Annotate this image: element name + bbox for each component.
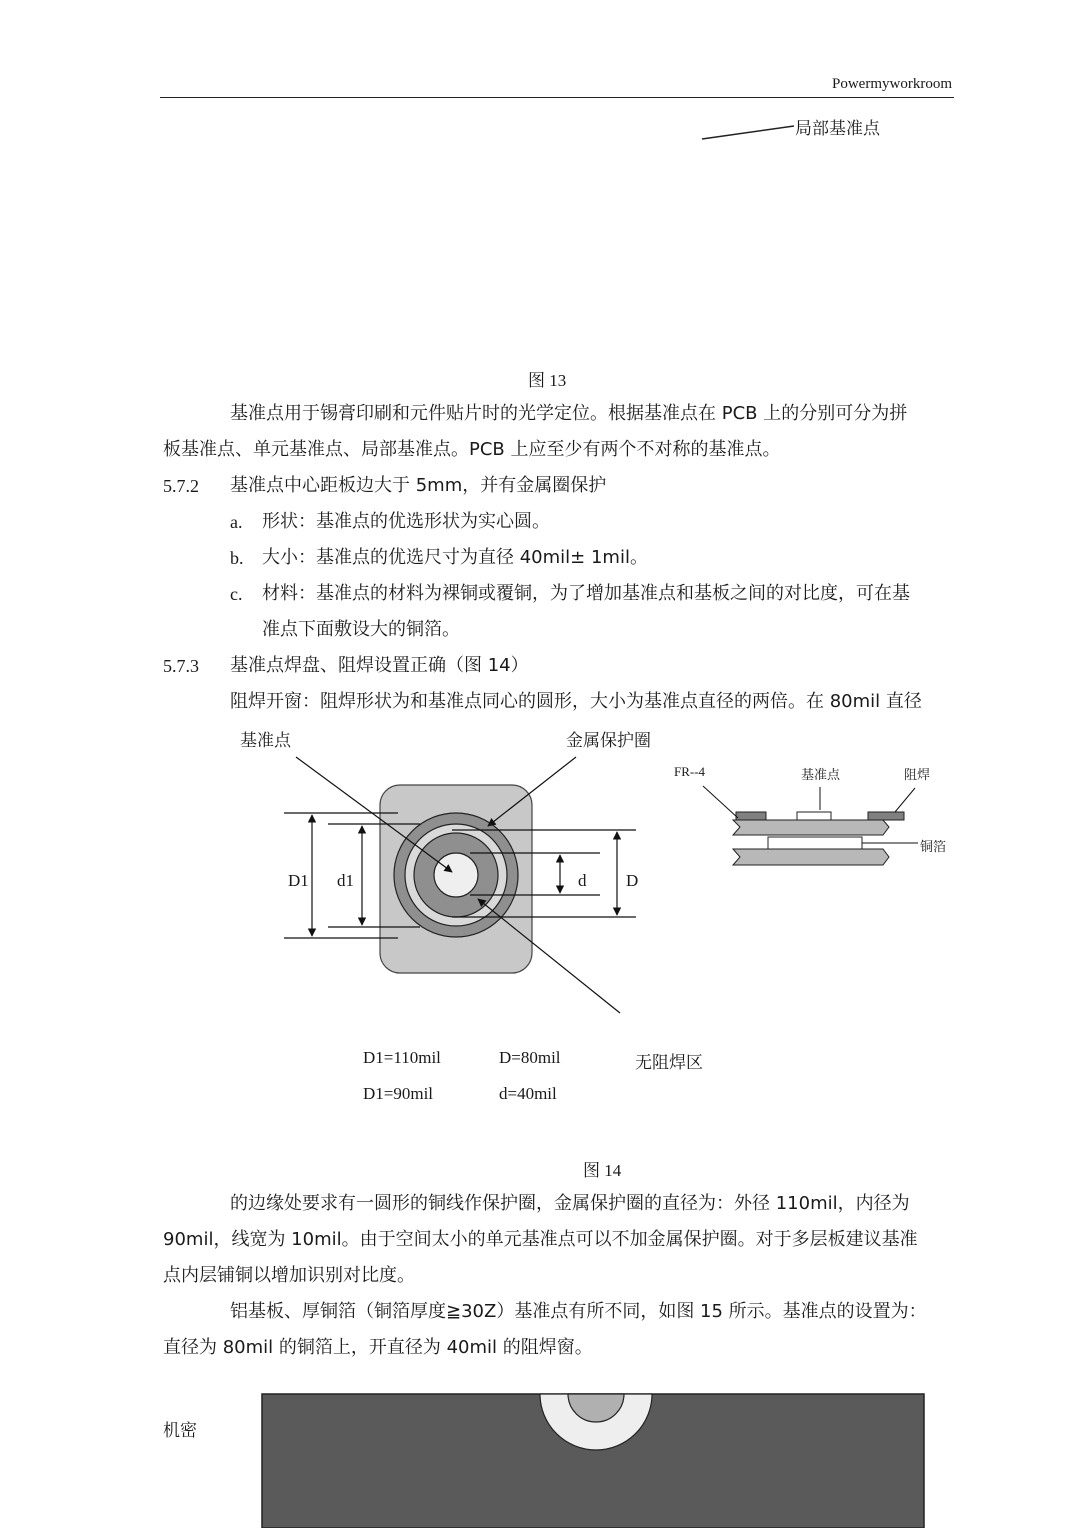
fiducial-point — [434, 853, 478, 897]
header-text: Powermyworkroom — [832, 76, 952, 92]
fig15-diagram — [260, 1390, 928, 1528]
list-marker: a. — [230, 512, 243, 532]
fig14-cross-section — [690, 780, 930, 875]
side-label-mask: 阻焊 — [904, 768, 931, 783]
section-body-line: 阻焊开窗：阻焊形状为和基准点同心的圆形，大小为基准点直径的两倍。在 80mil 直径 — [230, 691, 922, 712]
confidential-label: 机密 — [163, 1421, 197, 1441]
header-divider — [160, 97, 954, 98]
list-item-c-line1: 材料：基准点的材料为裸铜或覆铜，为了增加基准点和基板之间的对比度，可在基 — [262, 583, 910, 604]
list-item-a: 形状：基准点的优选形状为实心圆。 — [262, 511, 550, 532]
fig14-value-D1b: D1=90mil — [363, 1084, 434, 1103]
para2-line1: 的边缘处要求有一圆形的铜线作保护圈，金属保护圈的直径为：外径 110mil，内径为 — [230, 1193, 910, 1214]
section-title: 基准点中心距板边大于 5mm，并有金属圈保护 — [230, 475, 607, 496]
side-label-fiducial: 基准点 — [801, 768, 841, 783]
dim-label-d1: d1 — [337, 871, 354, 890]
list-marker: c. — [230, 584, 243, 604]
side-label-fr4: FR--4 — [674, 764, 706, 779]
fig14-value-D: D=80mil — [499, 1048, 561, 1067]
fig14-value-D1: D1=110mil — [363, 1048, 441, 1067]
para1-line1: 基准点用于锡膏印刷和元件贴片时的光学定位。根据基准点在 PCB 上的分别可分为拼 — [230, 403, 908, 424]
para3-line1: 铝基板、厚铜箔（铜箔厚度≧30Z）基准点有所不同，如图 15 所示。基准点的设置为： — [230, 1301, 927, 1322]
fig14-value-d: d=40mil — [499, 1084, 557, 1103]
section-number: 5.7.2 — [163, 476, 199, 496]
section-title: 基准点焊盘、阻焊设置正确（图 14） — [230, 655, 529, 676]
list-marker: b. — [230, 548, 244, 568]
fig13-caption: 图 13 — [528, 371, 567, 390]
fig13-leader-line — [698, 120, 798, 144]
dim-label-D: D — [626, 871, 639, 890]
fig14-value-nomask: 无阻焊区 — [635, 1053, 703, 1073]
para2-line3: 点内层铺铜以增加识别对比度。 — [163, 1265, 415, 1286]
fig14-fiducial-diagram — [270, 750, 650, 1020]
fig14-label-ring: 金属保护圈 — [566, 731, 651, 751]
dim-label-D1: D1 — [288, 871, 309, 890]
fig14-label-fiducial: 基准点 — [240, 731, 291, 751]
fig14-caption: 图 14 — [583, 1161, 622, 1180]
section-number: 5.7.3 — [163, 656, 199, 676]
list-item-c-line2: 准点下面敷设大的铜箔。 — [262, 619, 460, 640]
para3-line2: 直径为 80mil 的铜箔上，开直径为 40mil 的阻焊窗。 — [163, 1337, 593, 1358]
list-item-b: 大小：基准点的优选尺寸为直径 40mil± 1mil。 — [262, 547, 648, 568]
para2-line2: 90mil，线宽为 10mil。由于空间太小的单元基准点可以不加金属保护圈。对于多层板建议基准 — [163, 1229, 918, 1250]
fig13-annotation: 局部基准点 — [795, 119, 880, 139]
side-label-copper: 铜箔 — [920, 840, 947, 855]
para1-line2: 板基准点、单元基准点、局部基准点。PCB 上应至少有两个不对称的基准点。 — [163, 439, 781, 460]
dim-label-d: d — [578, 871, 587, 890]
